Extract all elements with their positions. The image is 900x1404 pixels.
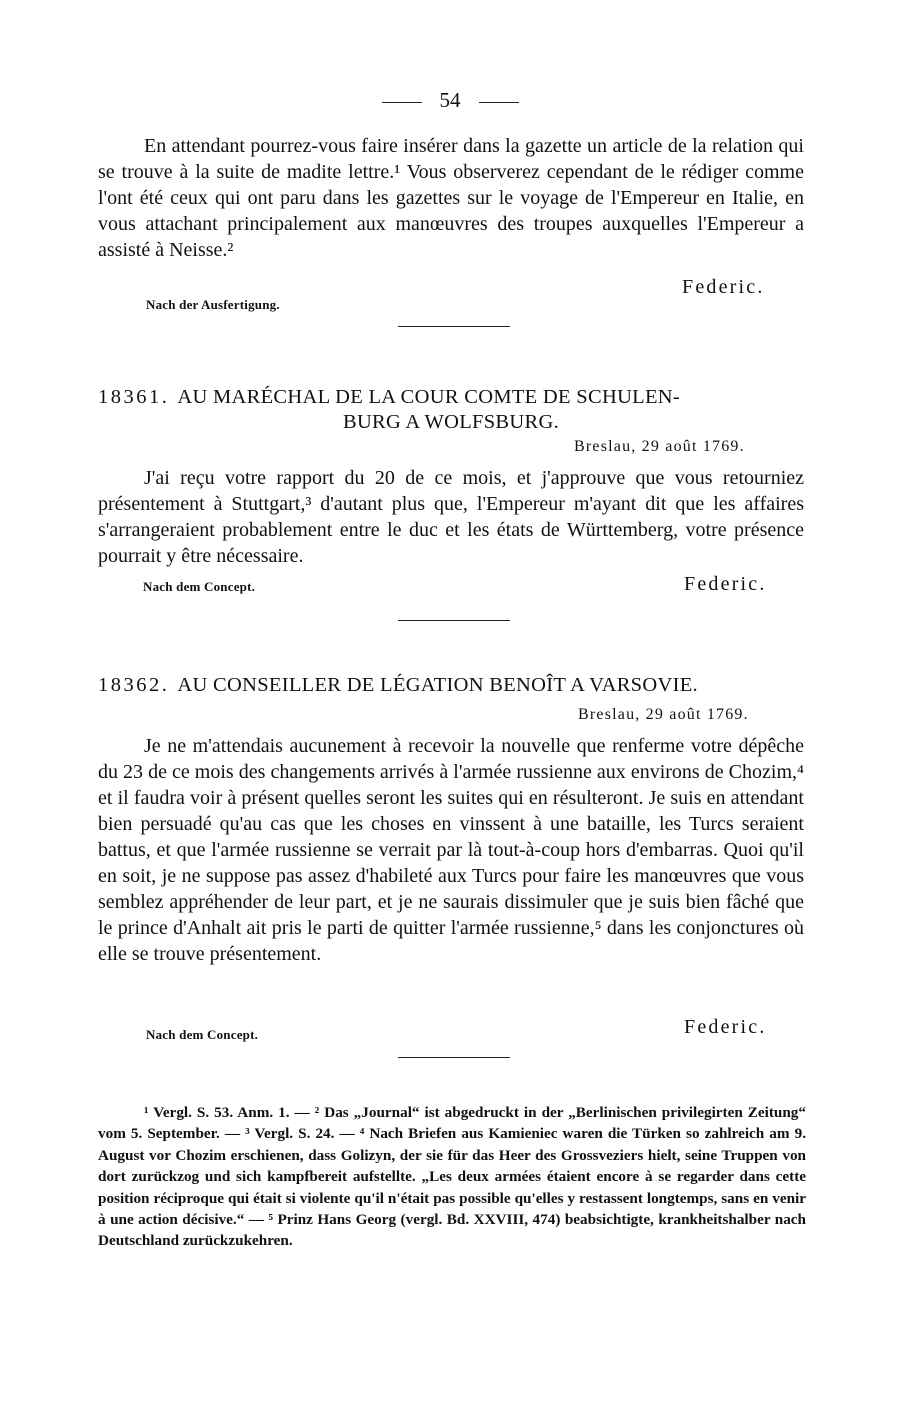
section-divider-2 <box>398 620 510 621</box>
letter-18361-title-line2: BURG A WOLFSBURG. <box>342 411 560 433</box>
footnotes-text: ¹ Vergl. S. 53. Anm. 1. — ² Das „Journal“ ist abgedruckt in der „Berlinischen privilegirten Zeitung“ vom 5. September. — ³ Vergl. S. 24. — ⁴ Nach Briefen aus Kamieniec waren die Türken so zahlreich am 9. August vor Chozim erschienen, dass Golizyn, der sie für das Heer des Grossveziers hielt, seine Truppen von dort zurückzog und sich kampfbereit aufstellte. „Les deux armées étaient encore à se regarder dans cette position réciproque qui était si violente qu'il n'était pas possible qu'elles y restassent longtemps, sans en venir à une action décisive.“ — ⁵ Prinz Hans Georg (vergl. Bd. XXVIII, 474) beabsichtigte, krankheitshalber nach Deutschland zurückzukehren. <box>98 1104 806 1250</box>
letter-18361-signature: Federic. <box>684 573 767 595</box>
page-number: 54 <box>439 88 461 112</box>
letter-18361-title-line1: 18361. AU MARÉCHAL DE LA COUR COMTE DE SCHULEN- <box>98 386 681 408</box>
letter-18362-body <box>98 733 804 967</box>
letter-18362-number: 18362. <box>98 674 170 696</box>
letter-18361-source: Nach dem Concept. <box>143 579 256 594</box>
letter-18361-date: Breslau, 29 août 1769. <box>574 438 745 455</box>
footnotes <box>98 1102 806 1252</box>
letter-18362-signature: Federic. <box>684 1016 767 1038</box>
letter-18362-title: 18362. AU CONSEILLER DE LÉGATION BENOÎT A VARSOVIE. <box>98 674 698 696</box>
intro-paragraph: En attendant pourrez-vous faire insérer dans la gazette un article de la relation qui se trouve à la suite de madite lettre.¹ Vous observerez cependant de le rédiger comme l'ont été ceux qui ont paru dans les gazettes sur le voyage de l'Empereur en Italie, en vous attachant principalement aux manœuvres des troupes auxquelles l'Empereur a assisté à Neisse.² <box>98 135 804 261</box>
intro-section <box>98 133 804 263</box>
intro-signature: Federic. <box>682 276 765 298</box>
header-dash-right <box>479 102 519 103</box>
intro-source: Nach der Ausfertigung. <box>146 297 280 312</box>
letter-18362-heading <box>98 673 804 698</box>
letter-18361-heading <box>98 385 804 435</box>
letter-18362-source: Nach dem Concept. <box>146 1027 259 1042</box>
page-header <box>0 88 900 113</box>
letter-18362-date: Breslau, 29 août 1769. <box>578 706 749 723</box>
section-divider-3 <box>398 1057 510 1058</box>
letter-18361-body <box>98 465 804 569</box>
letter-18361-paragraph: J'ai reçu votre rapport du 20 de ce mois, et j'approuve que vous retourniez présentement à Stuttgart,³ d'autant plus que, l'Empereur m'ayant dit que les affaires s'arrangeraient probablement entre le duc et les états de Württemberg, votre présence pourrait y être nécessaire. <box>98 467 804 567</box>
letter-18361-number: 18361. <box>98 386 170 408</box>
section-divider-1 <box>398 326 510 327</box>
letter-18362-paragraph: Je ne m'attendais aucunement à recevoir la nouvelle que renferme votre dépêche du 23 de ce mois des changements arrivés à l'armée russienne aux environs de Chozim,⁴ et il faudra voir à présent quelles seront les suites qui en résulteront. Je suis en attendant bien persuadé qu'au cas que les choses en vinssent à une bataille, les Turcs seraient battus, et que l'armée russienne se verrait par là tout-à-coup hors d'embarras. Quoi qu'il en soit, je ne suppose pas assez d'habileté aux Turcs pour faire les manœuvres que vous semblez appréhender de leur part, et je ne saurais dissimuler que je suis bien fâché que le prince d'Anhalt ait pris le parti de quitter l'armée russienne,⁵ dans les conjonctures où elle se trouve présentement. <box>98 735 804 965</box>
header-dash-left <box>382 102 422 103</box>
